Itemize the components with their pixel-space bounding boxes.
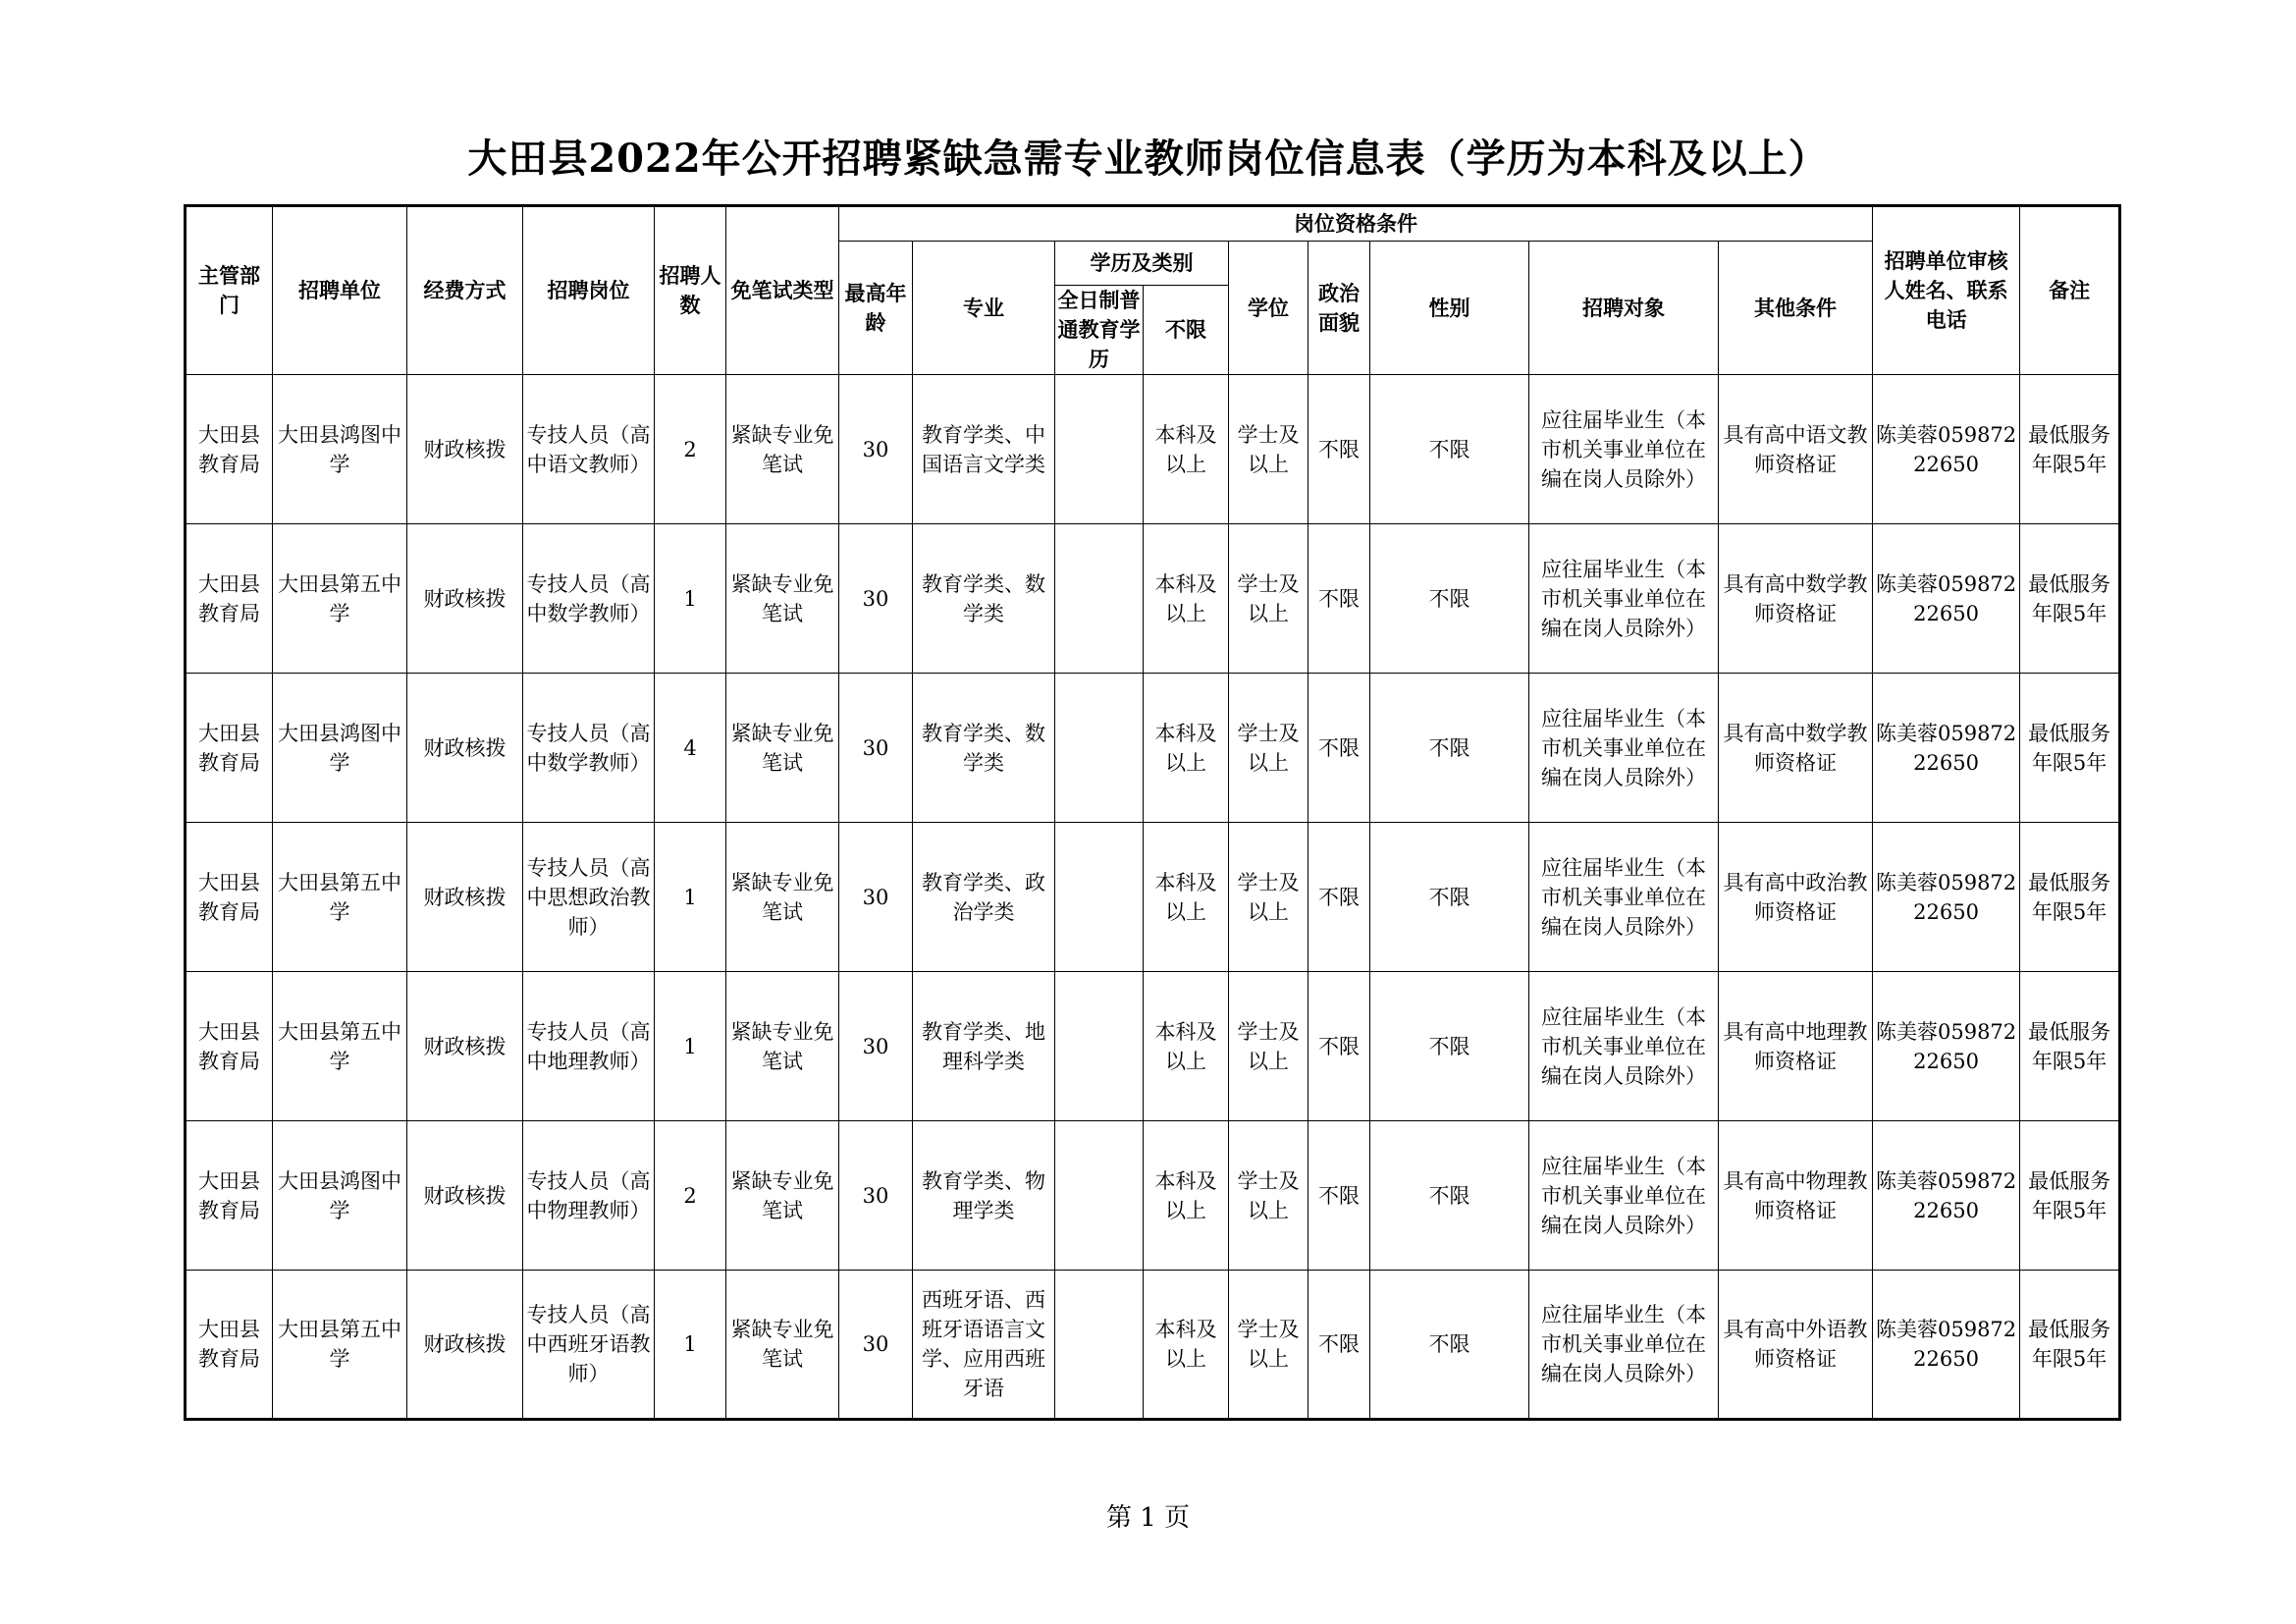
cell-gender: 不限 (1370, 1121, 1529, 1271)
cell-political: 不限 (1308, 823, 1370, 972)
cell-unit: 大田县第五中学 (273, 972, 407, 1121)
cell-count: 1 (655, 1271, 726, 1420)
cell-exam: 紧缺专业免笔试 (726, 674, 839, 823)
cell-edu-unlimited: 本科及以上 (1144, 524, 1229, 674)
table-row (186, 823, 2120, 972)
cell-contact: 陈美蓉05987222650 (1873, 375, 2020, 524)
cell-post: 专技人员（高中语文教师） (523, 375, 655, 524)
cell-political: 不限 (1308, 972, 1370, 1121)
cell-degree: 学士及以上 (1229, 823, 1308, 972)
page-number: 第 1 页 (1105, 1503, 1191, 1533)
table-row (186, 375, 2120, 524)
cell-post: 专技人员（高中地理教师） (523, 972, 655, 1121)
cell-other: 具有高中数学教师资格证 (1719, 524, 1873, 674)
cell-contact: 陈美蓉05987222650 (1873, 972, 2020, 1121)
cell-major: 教育学类、中国语言文学类 (913, 375, 1055, 524)
cell-post: 专技人员（高中思想政治教师） (523, 823, 655, 972)
cell-target: 应往届毕业生（本市机关事业单位在编在岗人员除外） (1529, 1271, 1719, 1420)
cell-edu-fulltime (1055, 375, 1144, 524)
cell-target: 应往届毕业生（本市机关事业单位在编在岗人员除外） (1529, 1121, 1719, 1271)
cell-remark: 最低服务年限5年 (2020, 1271, 2120, 1420)
cell-unit: 大田县第五中学 (273, 823, 407, 972)
cell-max-age: 30 (839, 375, 913, 524)
cell-remark: 最低服务年限5年 (2020, 524, 2120, 674)
cell-max-age: 30 (839, 1121, 913, 1271)
cell-major: 教育学类、地理科学类 (913, 972, 1055, 1121)
cell-edu-fulltime (1055, 1271, 1144, 1420)
cell-edu-unlimited: 本科及以上 (1144, 823, 1229, 972)
cell-remark: 最低服务年限5年 (2020, 823, 2120, 972)
cell-gender: 不限 (1370, 375, 1529, 524)
cell-post: 专技人员（高中数学教师） (523, 674, 655, 823)
table-row (186, 972, 2120, 1121)
cell-political: 不限 (1308, 375, 1370, 524)
table-header (186, 206, 2120, 375)
cell-unit: 大田县鸿图中学 (273, 375, 407, 524)
header-education-group: 学历及类别 (1055, 242, 1229, 286)
cell-post: 专技人员（高中物理教师） (523, 1121, 655, 1271)
cell-edu-fulltime (1055, 823, 1144, 972)
cell-contact: 陈美蓉05987222650 (1873, 1271, 2020, 1420)
header-funding: 经费方式 (407, 206, 523, 375)
cell-exam: 紧缺专业免笔试 (726, 823, 839, 972)
header-other: 其他条件 (1719, 242, 1873, 375)
cell-dept: 大田县教育局 (186, 674, 273, 823)
cell-contact: 陈美蓉05987222650 (1873, 823, 2020, 972)
cell-other: 具有高中物理教师资格证 (1719, 1121, 1873, 1271)
cell-dept: 大田县教育局 (186, 972, 273, 1121)
cell-dept: 大田县教育局 (186, 1271, 273, 1420)
cell-degree: 学士及以上 (1229, 1271, 1308, 1420)
header-remark: 备注 (2020, 206, 2120, 375)
header-qualifications: 岗位资格条件 (839, 206, 1873, 242)
cell-edu-fulltime (1055, 674, 1144, 823)
cell-political: 不限 (1308, 1271, 1370, 1420)
cell-count: 1 (655, 524, 726, 674)
table-row (186, 1271, 2120, 1420)
table-body (186, 375, 2120, 1420)
cell-funding: 财政核拨 (407, 1121, 523, 1271)
table-row (186, 674, 2120, 823)
header-contact: 招聘单位审核人姓名、联系电话 (1873, 206, 2020, 375)
cell-major: 教育学类、数学类 (913, 524, 1055, 674)
cell-gender: 不限 (1370, 674, 1529, 823)
table-row (186, 524, 2120, 674)
cell-exam: 紧缺专业免笔试 (726, 524, 839, 674)
cell-major: 教育学类、物理学类 (913, 1121, 1055, 1271)
cell-max-age: 30 (839, 524, 913, 674)
cell-other: 具有高中外语教师资格证 (1719, 1271, 1873, 1420)
cell-major: 教育学类、数学类 (913, 674, 1055, 823)
cell-gender: 不限 (1370, 972, 1529, 1121)
cell-max-age: 30 (839, 823, 913, 972)
recruitment-table (184, 204, 2121, 1421)
header-post: 招聘岗位 (523, 206, 655, 375)
cell-target: 应往届毕业生（本市机关事业单位在编在岗人员除外） (1529, 674, 1719, 823)
cell-contact: 陈美蓉05987222650 (1873, 524, 2020, 674)
cell-dept: 大田县教育局 (186, 1121, 273, 1271)
header-edu-unlimited: 不限 (1144, 286, 1229, 375)
header-edu-fulltime: 全日制普通教育学历 (1055, 286, 1144, 375)
cell-target: 应往届毕业生（本市机关事业单位在编在岗人员除外） (1529, 823, 1719, 972)
cell-remark: 最低服务年限5年 (2020, 375, 2120, 524)
cell-max-age: 30 (839, 674, 913, 823)
cell-exam: 紧缺专业免笔试 (726, 1121, 839, 1271)
cell-funding: 财政核拨 (407, 524, 523, 674)
cell-degree: 学士及以上 (1229, 972, 1308, 1121)
cell-edu-unlimited: 本科及以上 (1144, 972, 1229, 1121)
header-gender: 性别 (1370, 242, 1529, 375)
header-political: 政治面貌 (1308, 242, 1370, 375)
cell-exam: 紧缺专业免笔试 (726, 1271, 839, 1420)
cell-funding: 财政核拨 (407, 823, 523, 972)
cell-count: 1 (655, 972, 726, 1121)
cell-count: 2 (655, 375, 726, 524)
header-target: 招聘对象 (1529, 242, 1719, 375)
table-row (186, 1121, 2120, 1271)
cell-political: 不限 (1308, 1121, 1370, 1271)
cell-target: 应往届毕业生（本市机关事业单位在编在岗人员除外） (1529, 524, 1719, 674)
cell-remark: 最低服务年限5年 (2020, 972, 2120, 1121)
cell-count: 1 (655, 823, 726, 972)
cell-contact: 陈美蓉05987222650 (1873, 1121, 2020, 1271)
cell-degree: 学士及以上 (1229, 524, 1308, 674)
cell-dept: 大田县教育局 (186, 375, 273, 524)
cell-funding: 财政核拨 (407, 674, 523, 823)
cell-exam: 紧缺专业免笔试 (726, 375, 839, 524)
header-count: 招聘人数 (655, 206, 726, 375)
header-dept: 主管部门 (186, 206, 273, 375)
cell-target: 应往届毕业生（本市机关事业单位在编在岗人员除外） (1529, 375, 1719, 524)
cell-max-age: 30 (839, 1271, 913, 1420)
cell-degree: 学士及以上 (1229, 674, 1308, 823)
cell-edu-unlimited: 本科及以上 (1144, 375, 1229, 524)
cell-edu-fulltime (1055, 524, 1144, 674)
cell-edu-fulltime (1055, 972, 1144, 1121)
cell-unit: 大田县第五中学 (273, 1271, 407, 1420)
cell-major: 教育学类、政治学类 (913, 823, 1055, 972)
cell-edu-fulltime (1055, 1121, 1144, 1271)
cell-dept: 大田县教育局 (186, 524, 273, 674)
header-major: 专业 (913, 242, 1055, 375)
cell-contact: 陈美蓉05987222650 (1873, 674, 2020, 823)
cell-funding: 财政核拨 (407, 972, 523, 1121)
page-title: 大田县2022年公开招聘紧缺急需专业教师岗位信息表（学历为本科及以上） (467, 135, 1829, 182)
header-degree: 学位 (1229, 242, 1308, 375)
cell-target: 应往届毕业生（本市机关事业单位在编在岗人员除外） (1529, 972, 1719, 1121)
cell-funding: 财政核拨 (407, 1271, 523, 1420)
cell-post: 专技人员（高中西班牙语教师） (523, 1271, 655, 1420)
cell-political: 不限 (1308, 524, 1370, 674)
cell-other: 具有高中数学教师资格证 (1719, 674, 1873, 823)
cell-unit: 大田县鸿图中学 (273, 674, 407, 823)
cell-other: 具有高中语文教师资格证 (1719, 375, 1873, 524)
cell-edu-unlimited: 本科及以上 (1144, 1121, 1229, 1271)
cell-degree: 学士及以上 (1229, 1121, 1308, 1271)
header-max-age: 最高年龄 (839, 242, 913, 375)
cell-edu-unlimited: 本科及以上 (1144, 1271, 1229, 1420)
cell-political: 不限 (1308, 674, 1370, 823)
header-exam: 免笔试类型 (726, 206, 839, 375)
cell-max-age: 30 (839, 972, 913, 1121)
cell-count: 4 (655, 674, 726, 823)
cell-dept: 大田县教育局 (186, 823, 273, 972)
cell-unit: 大田县鸿图中学 (273, 1121, 407, 1271)
cell-unit: 大田县第五中学 (273, 524, 407, 674)
cell-funding: 财政核拨 (407, 375, 523, 524)
cell-edu-unlimited: 本科及以上 (1144, 674, 1229, 823)
cell-gender: 不限 (1370, 823, 1529, 972)
cell-degree: 学士及以上 (1229, 375, 1308, 524)
header-unit: 招聘单位 (273, 206, 407, 375)
cell-post: 专技人员（高中数学教师） (523, 524, 655, 674)
cell-gender: 不限 (1370, 524, 1529, 674)
cell-gender: 不限 (1370, 1271, 1529, 1420)
cell-other: 具有高中地理教师资格证 (1719, 972, 1873, 1121)
cell-remark: 最低服务年限5年 (2020, 1121, 2120, 1271)
cell-remark: 最低服务年限5年 (2020, 674, 2120, 823)
cell-count: 2 (655, 1121, 726, 1271)
cell-exam: 紧缺专业免笔试 (726, 972, 839, 1121)
cell-other: 具有高中政治教师资格证 (1719, 823, 1873, 972)
cell-major: 西班牙语、西班牙语语言文学、应用西班牙语 (913, 1271, 1055, 1420)
